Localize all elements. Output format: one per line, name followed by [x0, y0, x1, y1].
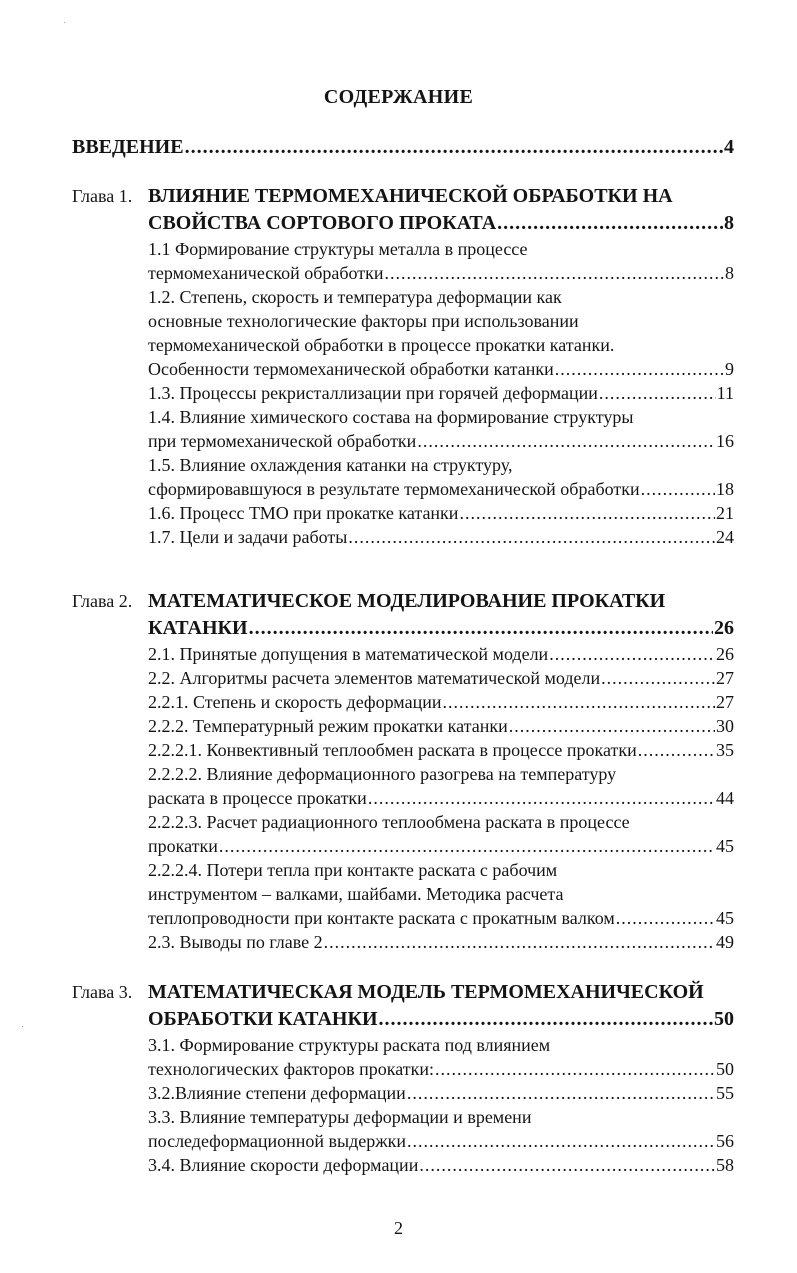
- dot-leader: [641, 477, 715, 501]
- entry-page: 26: [716, 644, 734, 664]
- toc-entry[interactable]: [148, 1033, 734, 1081]
- entry-page: 9: [725, 359, 734, 379]
- entry-line: теплопроводности при контакте раската с прокатным валком: [148, 908, 615, 928]
- entry-page: 45: [716, 836, 734, 856]
- entry-line: 1.2. Степень, скорость и температура деформации как: [148, 287, 562, 307]
- dot-leader: [509, 714, 715, 738]
- entry-line: Особенности термомеханической обработки катанки: [148, 359, 554, 379]
- toc-entry[interactable]: [148, 1105, 734, 1153]
- toc-intro-page: 4: [724, 136, 734, 158]
- entry-line: 1.6. Процесс ТМО при прокатке катанки: [148, 503, 459, 523]
- dot-leader: [379, 1006, 713, 1033]
- scan-speck: [64, 22, 65, 23]
- dot-leader: [616, 906, 715, 930]
- entry-line: последеформационной выдержки: [148, 1131, 407, 1151]
- chapter-title-line: ОБРАБОТКИ КАТАНКИ: [148, 1008, 378, 1030]
- entry-line: 2.2.2.1. Конвективный теплообмен раската в процессе прокатки: [148, 740, 637, 760]
- entry-line: 3.3. Влияние температуры деформации и времени: [148, 1107, 532, 1127]
- chapter-page: 8: [724, 212, 734, 234]
- dot-leader: [385, 261, 724, 285]
- entry-page: 44: [716, 788, 734, 808]
- entry-page: 45: [716, 908, 734, 928]
- entry-page: 18: [716, 479, 734, 499]
- entry-line: 2.3. Выводы по главе 2: [148, 932, 323, 952]
- entry-page: 24: [716, 527, 734, 547]
- toc-entry[interactable]: [148, 858, 734, 930]
- chapter-title-line: ВЛИЯНИЕ ТЕРМОМЕХАНИЧЕСКОЙ ОБРАБОТКИ НА: [148, 185, 673, 207]
- toc-entry[interactable]: [148, 453, 734, 501]
- entry-page: 8: [725, 263, 734, 283]
- toc-chapter-2: [72, 588, 734, 954]
- dot-leader: [407, 1129, 715, 1153]
- toc-entry[interactable]: [148, 381, 734, 405]
- toc-entry[interactable]: [148, 285, 734, 381]
- chapter-title[interactable]: [148, 979, 734, 1033]
- dot-leader: [324, 930, 715, 954]
- dot-leader: [249, 615, 713, 642]
- chapter-title[interactable]: [148, 183, 734, 237]
- dot-leader: [407, 1081, 715, 1105]
- dot-leader: [348, 525, 715, 549]
- entry-line: сформировавшуюся в результате термомеханической обработки: [148, 479, 640, 499]
- toc-entry[interactable]: [148, 714, 734, 738]
- entry-line: 1.3. Процессы рекристаллизации при горячей деформации: [148, 383, 598, 403]
- chapter-title-line: СВОЙСТВА СОРТОВОГО ПРОКАТА: [148, 212, 497, 234]
- entry-page: 56: [716, 1131, 734, 1151]
- entry-line: 2.2.2. Температурный режим прокатки катанки: [148, 716, 508, 736]
- chapter-title-line: МАТЕМАТИЧЕСКАЯ МОДЕЛЬ ТЕРМОМЕХАНИЧЕСКОЙ: [148, 981, 704, 1003]
- scan-speck: [22, 1026, 23, 1027]
- entry-line: 2.2.2.2. Влияние деформационного разогрева на температуру: [148, 764, 617, 784]
- entry-line: основные технологические факторы при использовании: [148, 311, 579, 331]
- chapter-page: 26: [714, 617, 734, 639]
- entry-line: раската в процессе прокатки: [148, 788, 367, 808]
- dot-leader: [419, 1153, 715, 1177]
- chapter-label: Глава 1.: [72, 186, 133, 206]
- toc-intro[interactable]: [72, 136, 734, 159]
- chapter-title-line: МАТЕМАТИЧЕСКОЕ МОДЕЛИРОВАНИЕ ПРОКАТКИ: [148, 590, 666, 612]
- toc-entry[interactable]: [148, 525, 734, 549]
- entry-page: 30: [716, 716, 734, 736]
- entry-page: 50: [716, 1059, 734, 1079]
- entry-line: 2.2.1. Степень и скорость деформации: [148, 692, 442, 712]
- toc-entry[interactable]: [148, 1081, 734, 1105]
- entry-line: прокатки: [148, 836, 218, 856]
- entry-page: 16: [716, 431, 734, 451]
- toc-entry[interactable]: [148, 930, 734, 954]
- chapter-label: Глава 2.: [72, 591, 133, 611]
- dot-leader: [185, 136, 723, 159]
- dot-leader: [549, 642, 715, 666]
- toc-chapter-3: [72, 979, 734, 1177]
- entry-page: 58: [716, 1155, 734, 1175]
- entry-line: при термомеханической обработки: [148, 431, 417, 451]
- toc-entry[interactable]: [148, 666, 734, 690]
- toc-entry[interactable]: [148, 762, 734, 810]
- entry-line: инструментом – валками, шайбами. Методика расчета: [148, 884, 564, 904]
- entry-line: 3.1. Формирование структуры раската под влиянием: [148, 1035, 551, 1055]
- dot-leader: [601, 666, 715, 690]
- dot-leader: [555, 357, 724, 381]
- dot-leader: [368, 786, 715, 810]
- toc-entry[interactable]: [148, 237, 734, 285]
- entry-line: 1.4. Влияние химического состава на формирование структуры: [148, 407, 634, 427]
- toc-entry[interactable]: [148, 642, 734, 666]
- entry-page: 55: [716, 1083, 734, 1103]
- toc-entry[interactable]: [148, 405, 734, 453]
- toc-entry[interactable]: [148, 738, 734, 762]
- page-number: 2: [394, 1218, 403, 1238]
- dot-leader: [638, 738, 715, 762]
- dot-leader: [459, 501, 715, 525]
- entry-page: 35: [716, 740, 734, 760]
- entry-page: 27: [716, 668, 734, 688]
- entry-page: 49: [716, 932, 734, 952]
- entry-line: термомеханической обработки: [148, 263, 384, 283]
- toc-chapter-1: [72, 183, 734, 549]
- entry-line: 1.7. Цели и задачи работы: [148, 527, 348, 547]
- entry-line: 2.2. Алгоритмы расчета элементов математической модели: [148, 668, 601, 688]
- entry-line: 2.2.2.3. Расчет радиационного теплообмена раската в процессе: [148, 812, 630, 832]
- entry-line: 1.5. Влияние охлаждения катанки на структуру,: [148, 455, 513, 475]
- toc-intro-label: ВВЕДЕНИЕ: [72, 136, 184, 158]
- toc-entry[interactable]: [148, 501, 734, 525]
- entry-line: 2.2.2.4. Потери тепла при контакте раската с рабочим: [148, 860, 558, 880]
- toc-entry[interactable]: [148, 810, 734, 858]
- entry-line: 3.4. Влияние скорости деформации: [148, 1155, 419, 1175]
- chapter-label: Глава 3.: [72, 982, 133, 1002]
- chapter-title-line: КАТАНКИ: [148, 617, 248, 639]
- dot-leader: [417, 429, 715, 453]
- dot-leader: [435, 1057, 715, 1081]
- entry-line: 3.2.Влияние степени деформации: [148, 1083, 406, 1103]
- page-title: СОДЕРЖАНИЕ: [323, 86, 474, 108]
- entry-page: 11: [716, 383, 734, 403]
- entry-line: технологических факторов прокатки:: [148, 1059, 435, 1079]
- chapter-page: 50: [714, 1008, 734, 1030]
- toc-entry[interactable]: [148, 1153, 734, 1177]
- entry-page: 21: [716, 503, 734, 523]
- entry-line: 2.1. Принятые допущения в математической модели: [148, 644, 549, 664]
- chapter-title[interactable]: [148, 588, 734, 642]
- entry-page: 27: [716, 692, 734, 712]
- dot-leader: [442, 690, 715, 714]
- dot-leader: [497, 210, 723, 237]
- dot-leader: [219, 834, 715, 858]
- entry-line: термомеханической обработки в процессе прокатки катанки.: [148, 335, 615, 355]
- entry-line: 1.1 Формирование структуры металла в процессе: [148, 239, 528, 259]
- dot-leader: [599, 381, 716, 405]
- toc-entry[interactable]: [148, 690, 734, 714]
